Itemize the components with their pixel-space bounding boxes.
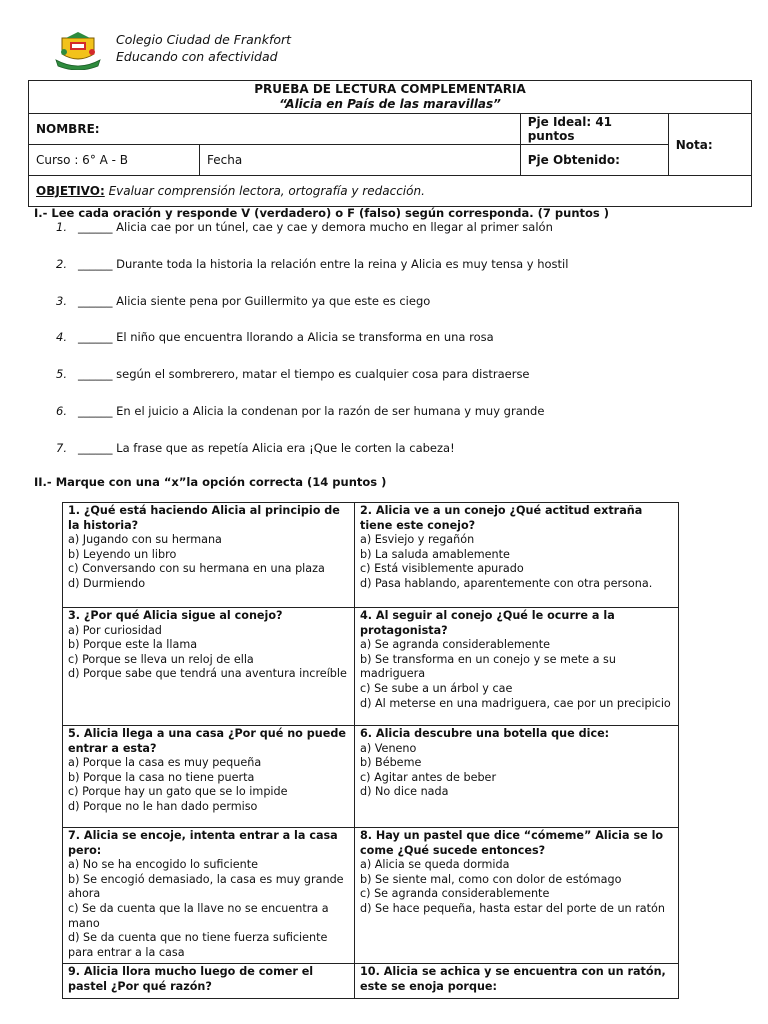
option-c[interactable]: c) Porque se lleva un reloj de ella [68,652,254,666]
option-a[interactable]: a) Porque la casa es muy pequeña [68,756,262,770]
question-text: 6. Alicia descubre una botella que dice: [360,727,610,740]
objetivo-row [29,176,752,207]
question-cell [63,964,355,998]
option-b[interactable]: b) Leyendo un libro [68,547,177,561]
question-text: 8. Hay un pastel que dice “cómeme” Alicia se lo come ¿Qué sucede entonces? [360,829,664,857]
question-text: 9. Alicia llora mucho luego de comer el pastel ¿Por qué razón? [68,965,314,993]
multiple-choice-table [62,502,679,999]
question-text: 1. ¿Qué está haciendo Alicia al principio de la historia? [68,504,340,532]
option-c[interactable]: c) Se agranda considerablemente [360,887,550,901]
pje-ideal: Pje Ideal: 41 puntos [520,114,668,145]
school-logo [52,30,104,70]
exam-title: PRUEBA DE LECTURA COMPLEMENTARIA [254,82,526,96]
curso-label: Curso : 6° A - B [29,145,200,176]
tf-item-num: 5. [56,367,67,381]
tf-item [56,257,568,271]
question-text: 3. ¿Por qué Alicia sigue al conejo? [68,609,283,622]
option-d[interactable]: d) Durmiendo [68,576,146,590]
tf-item [56,441,455,455]
option-b[interactable]: b) Se siente mal, como con dolor de estómago [360,872,622,886]
section1-title: I.- Lee cada oración y responde V (verdadero) o F (falso) según corresponda. (7 puntos ) [34,206,610,220]
option-b[interactable]: b) Porque este la llama [68,638,198,652]
tf-item [56,330,494,344]
option-a[interactable]: a) Se agranda considerablemente [360,638,551,652]
school-heading [116,31,291,65]
tf-item-text[interactable]: ______ La frase que as repetía Alicia era ¡Que le corten la cabeza! [78,441,455,455]
option-c[interactable]: c) Porque hay un gato que se lo impide [68,785,288,799]
question-cell [63,726,355,828]
option-b[interactable]: b) La saluda amablemente [360,547,510,561]
option-d[interactable]: d) Porque sabe que tendrá una aventura increíble [68,667,347,681]
option-c[interactable]: c) Se da cuenta que la llave no se encuentra a mano [68,901,329,930]
tf-item-num: 3. [56,294,67,308]
tf-item-text[interactable]: ______ según el sombrerero, matar el tiempo es cualquier cosa para distraerse [78,367,530,381]
option-c[interactable]: c) Conversando con su hermana en una plaza [68,562,325,576]
option-a[interactable]: a) No se ha encogido lo suficiente [68,858,258,872]
tf-item-num: 7. [56,441,67,455]
tf-item-text[interactable]: ______ El niño que encuentra llorando a Alicia se transforma en una rosa [78,330,494,344]
exam-subtitle: “Alicia en País de las maravillas” [279,97,501,111]
tf-item-text[interactable]: ______ Durante toda la historia la relación entre la reina y Alicia es muy tensa y hostil [78,257,569,271]
option-d[interactable]: d) No dice nada [360,785,449,799]
tf-item-num: 1. [56,220,67,234]
option-b[interactable]: b) Se encogió demasiado, la casa es muy grande ahora [68,872,344,901]
option-c[interactable]: c) Agitar antes de beber [360,770,497,784]
option-a[interactable]: a) Alicia se queda dormida [360,858,510,872]
tf-item-num: 6. [56,404,67,418]
nota-field[interactable]: Nota: [668,114,751,176]
tf-item [56,220,553,234]
tf-item-text[interactable]: ______ En el juicio a Alicia la condenan por la razón de ser humana y muy grande [78,404,545,418]
question-cell [63,608,355,726]
option-a[interactable]: a) Por curiosidad [68,623,162,637]
question-cell [63,828,355,964]
objetivo-label: OBJETIVO: [36,184,105,198]
question-text: 7. Alicia se encoje, intenta entrar a la casa pero: [68,829,338,857]
section2-title: II.- Marque con una “x”la opción correcta (14 puntos ) [34,475,387,489]
question-cell [355,608,679,726]
tf-item-text[interactable]: ______ Alicia cae por un túnel, cae y cae y demora mucho en llegar al primer salón [78,220,553,234]
option-d[interactable]: d) Al meterse en una madriguera, cae por un precipicio [360,696,671,710]
option-b[interactable]: b) Porque la casa no tiene puerta [68,770,255,784]
school-motto: Educando con afectividad [116,49,278,64]
tf-item [56,367,530,381]
option-b[interactable]: b) Se transforma en un conejo y se mete a su madriguera [360,652,616,681]
objetivo-text: Evaluar comprensión lectora, ortografía y redacción. [104,184,425,198]
question-cell [63,503,355,608]
pje-obtenido-field[interactable]: Pje Obtenido: [520,145,668,176]
option-d[interactable]: d) Se da cuenta que no tiene fuerza suficiente para entrar a la casa [68,931,328,959]
option-c[interactable]: c) Se sube a un árbol y cae [360,681,513,695]
fecha-field[interactable]: Fecha [200,145,521,176]
question-cell [355,828,679,964]
school-name: Colegio Ciudad de Frankfort [116,32,292,47]
option-c[interactable]: c) Está visiblemente apurado [360,562,524,576]
question-text: 4. Al seguir al conejo ¿Qué le ocurre a la protagonista? [360,609,615,637]
tf-item-text[interactable]: ______ Alicia siente pena por Guillermito ya que este es ciego [78,294,431,308]
option-d[interactable]: d) Porque no le han dado permiso [68,799,258,813]
nombre-field[interactable]: NOMBRE: [29,114,521,145]
question-text: 2. Alicia ve a un conejo ¿Qué actitud extraña tiene este conejo? [360,504,643,532]
exam-header-table [28,80,752,207]
tf-item [56,294,430,308]
option-a[interactable]: a) Esviejo y regañón [360,533,475,547]
exam-title-cell [29,81,752,114]
option-a[interactable]: a) Veneno [360,741,417,755]
option-a[interactable]: a) Jugando con su hermana [68,533,222,547]
question-cell [355,964,679,998]
tf-item-num: 2. [56,257,67,271]
question-cell [355,726,679,828]
tf-item-num: 4. [56,330,67,344]
option-d[interactable]: d) Pasa hablando, aparentemente con otra persona. [360,576,653,590]
option-d[interactable]: d) Se hace pequeña, hasta estar del porte de un ratón [360,901,665,915]
tf-item [56,404,544,418]
option-b[interactable]: b) Bébeme [360,756,422,770]
question-cell [355,503,679,608]
question-text: 10. Alicia se achica y se encuentra con un ratón, este se enoja porque: [360,965,666,993]
question-text: 5. Alicia llega a una casa ¿Por qué no puede entrar a esta? [68,727,346,755]
